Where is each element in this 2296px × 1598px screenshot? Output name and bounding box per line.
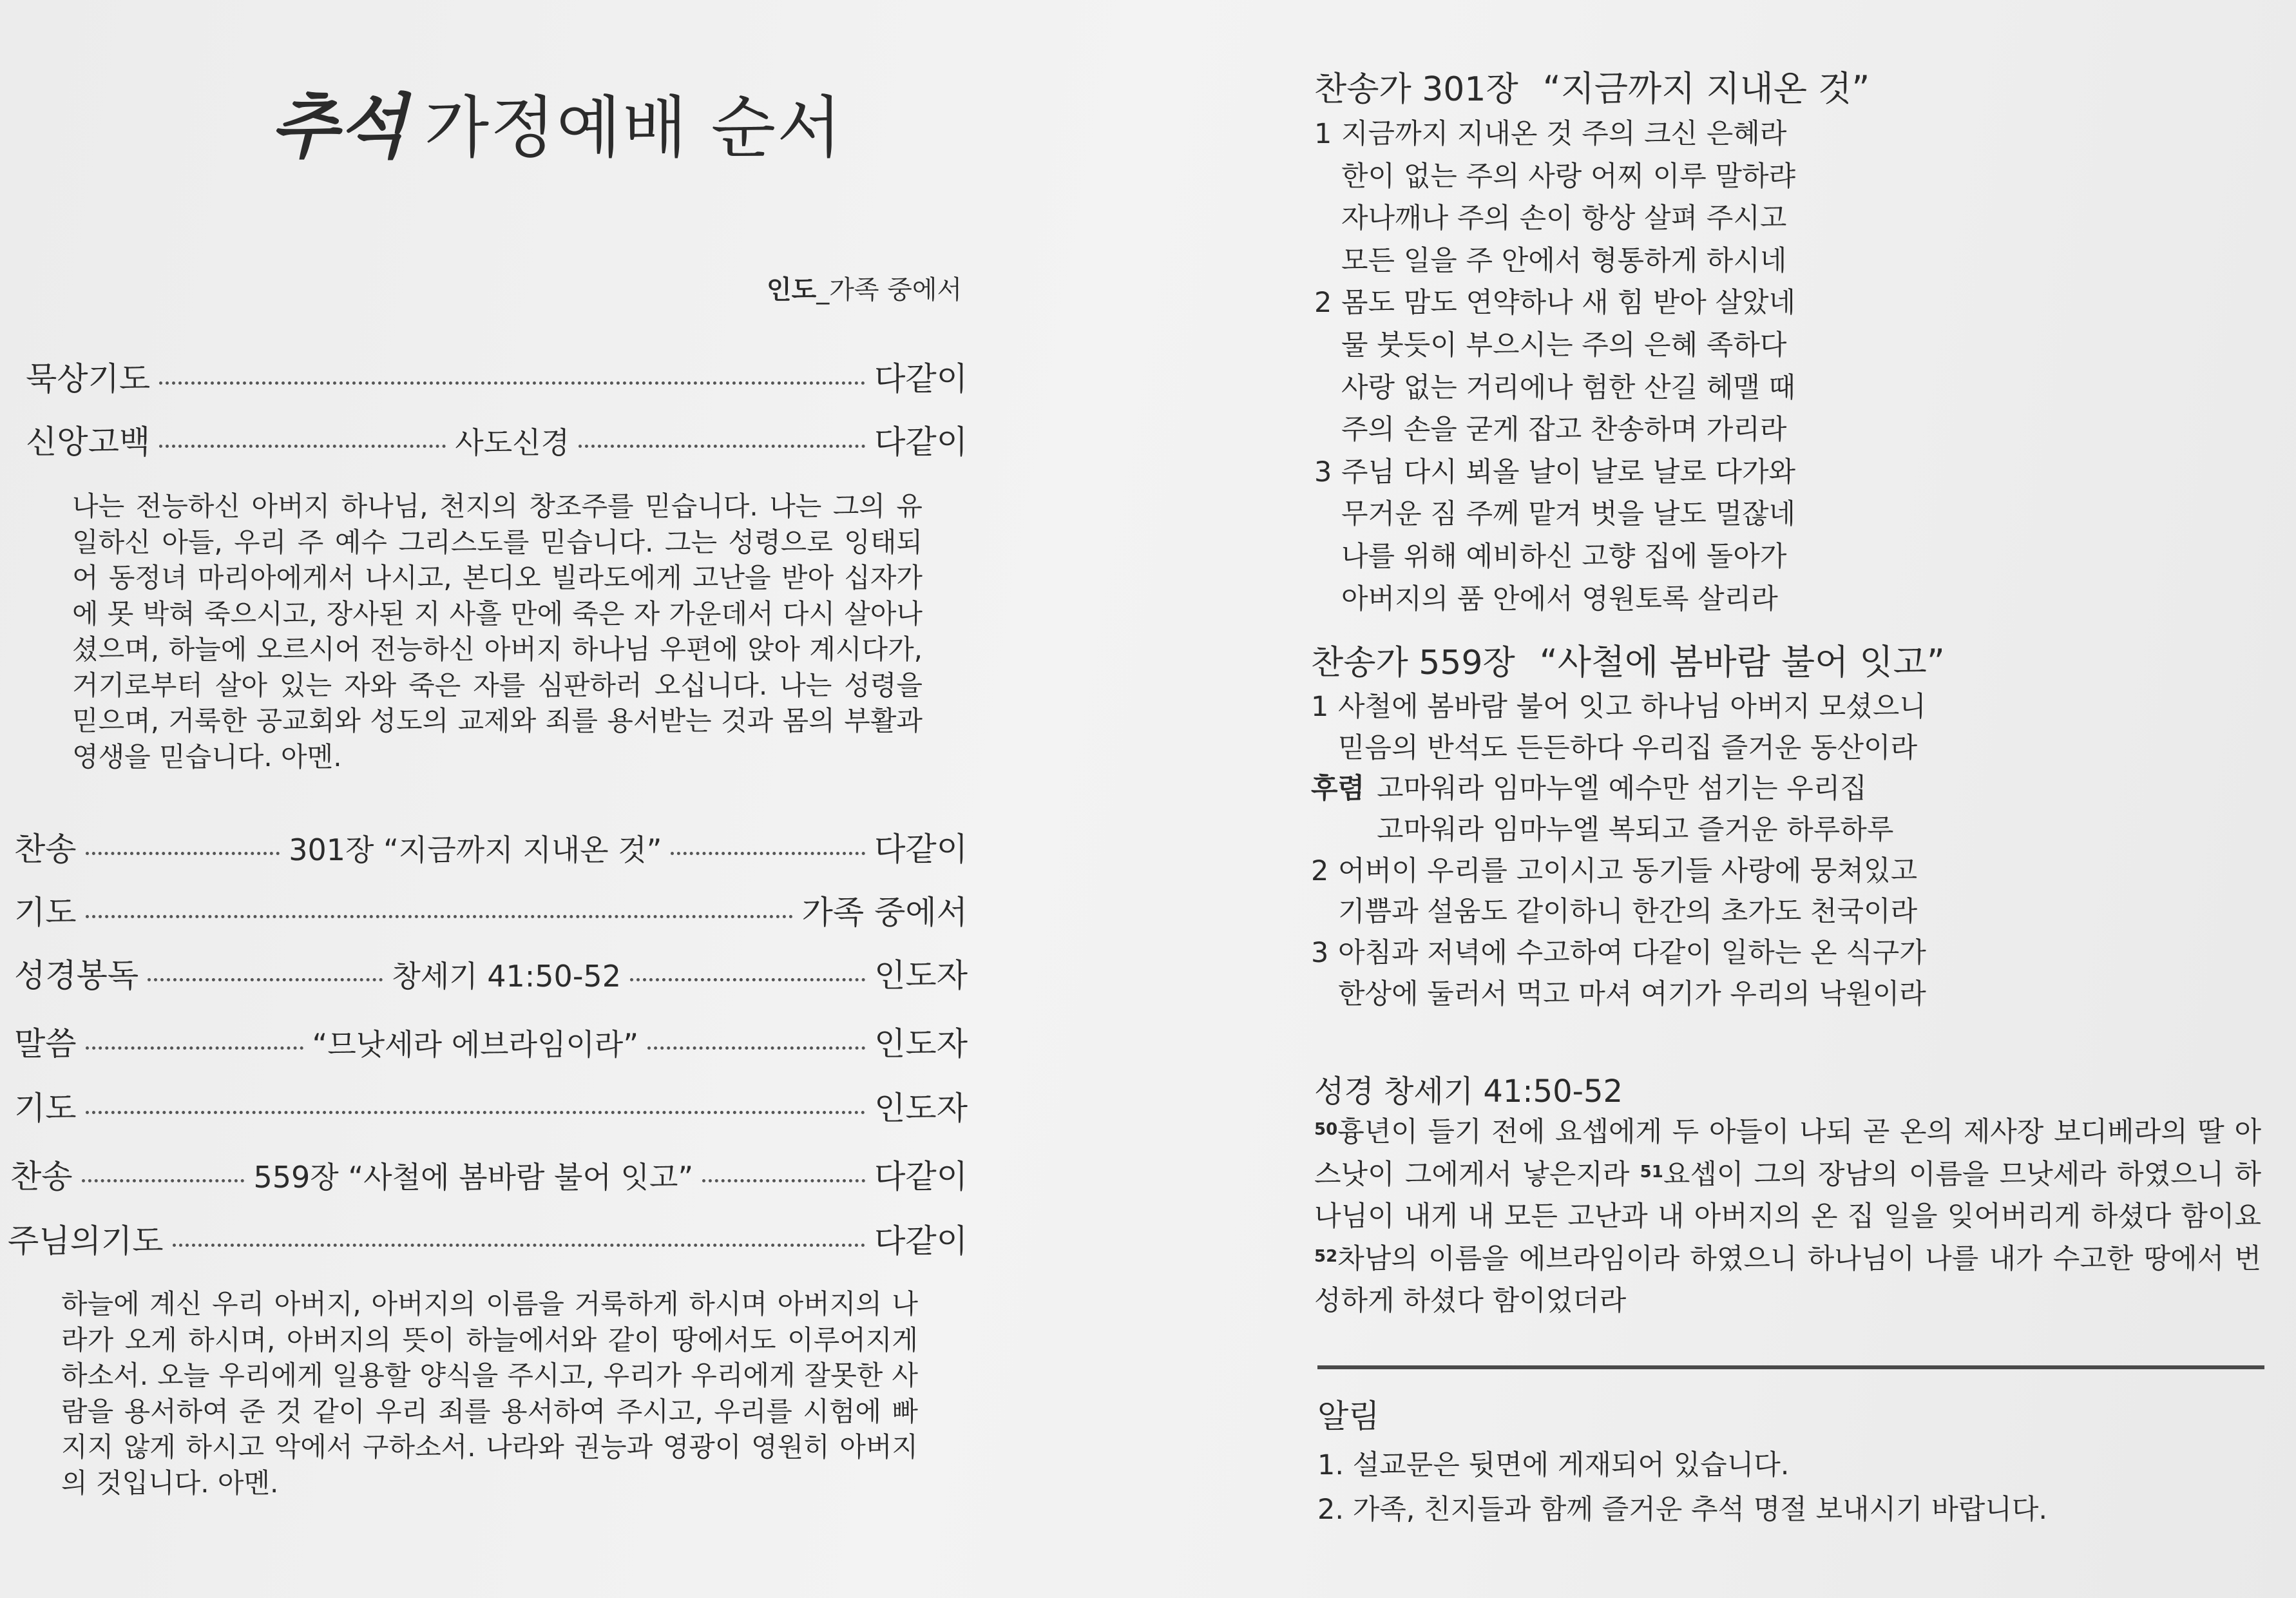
order-performer: 다같이 — [874, 423, 968, 461]
lyric-line: 기쁨과 설움도 같이하니 한간의 초가도 천국이라 — [1338, 896, 1918, 929]
dot-leader — [86, 1111, 865, 1114]
order-label: 성경봉독 — [14, 957, 139, 994]
hymn-559-lyrics — [1311, 687, 1926, 1016]
lyric-line: 주의 손을 굳게 잡고 찬송하며 가리라 — [1341, 414, 1787, 447]
order-detail: 사도신경 — [455, 425, 570, 460]
dot-leader — [82, 1179, 245, 1182]
lords-prayer-text: 하늘에 계신 우리 아버지, 아버지의 이름을 거룩하게 하시며 아버지의 나라가 오게 하시며, 아버지의 뜻이 하늘에서와 같이 땅에서도 이루어지게 하소서. 오늘 우리에게 일용할 양식을 주시고, 우리가 우리에게 잘못한 사람을 용서하여 준 것 같이 우리 죄를 용서하여 주시고, 우리를 시험에 빠지지 않게 하시고 악에서 구하소서. 나라와 권능과 영광이 영원히 아버지의 것입니다. 아멘. — [61, 1288, 918, 1499]
hymn-heading-title: “지금까지 지내온 것” — [1542, 68, 1870, 109]
verse-text: 요셉이 그의 장남의 이름을 므낫세라 하였으니 하나님이 내게 내 모든 고난과 내 아버지의 온 집 일을 잊어버리게 하셨다 함이요 — [1314, 1158, 2261, 1233]
lyric-line: 나를 위해 예비하신 고향 집에 돌아가 — [1341, 540, 1787, 573]
order-performer: 다같이 — [874, 360, 968, 398]
order-row-lords-prayer — [8, 1215, 968, 1262]
order-label: 말씀 — [14, 1025, 77, 1063]
order-row-sermon — [14, 1018, 968, 1064]
verse-number: 1 — [1311, 691, 1329, 723]
order-row-creed — [26, 416, 968, 463]
lyric-line: 모든 일을 주 안에서 형통하게 하시네 — [1341, 244, 1787, 277]
verse-number: 2 — [1311, 854, 1329, 887]
order-label: 신앙고백 — [26, 423, 151, 461]
scripture-heading: 성경 창세기 41:50-52 — [1314, 1073, 1623, 1110]
apostles-creed-text: 나는 전능하신 아버지 하나님, 천지의 창조주를 믿습니다. 나는 그의 유일하신 아들, 우리 주 예수 그리스도를 믿습니다. 그는 성령으로 잉태되어 동정녀 마리아에게서 나시고, 본디오 빌라도에게 고난을 받아 십자가에 못 박혀 죽으시고, 장사된 지 사흘 만에 죽은 자 가운데서 다시 살아나셨으며, 하늘에 오르시어 전능하신 아버지 하나님 우편에 앉아 계시다가, 거기로부터 살아 있는 자와 죽은 자를 심판하러 오십니다. 나는 성령을 믿으며, 거룩한 공교회와 성도의 교제와 죄를 용서받는 것과 몸의 부활과 영생을 믿습니다. 아멘. — [72, 490, 923, 773]
dot-leader — [86, 852, 280, 855]
dot-leader — [579, 445, 865, 448]
dot-leader — [159, 445, 446, 448]
dot-leader — [671, 852, 865, 855]
verse-text: 차남의 이름을 에브라임이라 하였으니 하나님이 나를 내가 수고한 땅에서 번성하게 하셨다 함이었더라 — [1314, 1242, 2261, 1318]
verse-number: 52 — [1314, 1246, 1338, 1266]
order-performer: 다같이 — [874, 1222, 968, 1260]
dot-leader — [702, 1179, 865, 1182]
order-performer: 인도자 — [874, 957, 968, 994]
notices-list — [1317, 1443, 2047, 1532]
leader-line — [767, 269, 962, 306]
lyric-line: 사철에 봄바람 불어 잇고 하나님 아버지 모셨으니 — [1338, 691, 1926, 723]
verse-number: 1 — [1314, 118, 1332, 150]
hymn-559-heading — [1311, 635, 1945, 684]
notice-item: 1. 설교문은 뒷면에 게재되어 있습니다. — [1317, 1449, 1790, 1481]
lyric-line: 자나깨나 주의 손이 항상 살펴 주시고 — [1341, 202, 1787, 235]
lyric-line: 한상에 둘러서 먹고 마셔 여기가 우리의 낙원이라 — [1338, 977, 1926, 1010]
order-label: 묵상기도 — [26, 360, 151, 398]
order-label: 기도 — [14, 894, 77, 931]
order-row-prayer — [14, 887, 968, 933]
order-detail: “므낫세라 에브라임이라” — [312, 1027, 639, 1062]
order-row-prayer-leader — [14, 1083, 968, 1129]
verse-number: 3 — [1314, 456, 1332, 488]
lyric-line: 고마워라 임마누엘 예수만 섬기는 우리집 — [1377, 773, 1867, 805]
scripture-text — [1314, 1112, 2261, 1323]
order-performer: 다같이 — [874, 831, 968, 868]
lyric-line: 아침과 저녁에 수고하여 다같이 일하는 온 식구가 — [1338, 937, 1926, 970]
order-row-hymn-301 — [14, 823, 968, 870]
order-row-scripture-reading — [14, 950, 968, 996]
leader-value: _가족 중에서 — [816, 275, 962, 305]
leader-label: 인도 — [767, 275, 817, 305]
order-row-hymn-559 — [10, 1151, 968, 1197]
title-brush-text: 추석 — [271, 86, 408, 168]
order-label: 찬송 — [10, 1158, 73, 1195]
lyric-line: 몸도 맘도 연약하나 새 힘 받아 살았네 — [1341, 287, 1796, 320]
order-detail: 창세기 41:50-52 — [392, 959, 621, 994]
order-performer: 인도자 — [874, 1025, 968, 1063]
verse-number: 3 — [1311, 937, 1329, 970]
verse-number: 2 — [1314, 287, 1332, 320]
hymn-301-heading — [1314, 61, 1870, 111]
lyric-line: 아버지의 품 안에서 영원토록 살리라 — [1341, 582, 1778, 615]
order-label: 기도 — [14, 1090, 77, 1127]
lyric-line: 무거운 짐 주께 맡겨 벗을 날도 멀잖네 — [1341, 498, 1796, 531]
title-main-text: 가정예배 순서 — [424, 88, 843, 167]
lyric-line: 한이 없는 주의 사랑 어찌 이루 말하랴 — [1341, 160, 1796, 193]
verse-number: 51 — [1640, 1162, 1663, 1182]
lyric-line: 물 붓듯이 부으시는 주의 은혜 족하다 — [1341, 329, 1787, 361]
dot-leader — [173, 1244, 866, 1247]
order-performer: 가족 중에서 — [801, 894, 968, 931]
order-detail: 301장 “지금까지 지내온 것” — [289, 833, 662, 867]
notices-heading: 알림 — [1317, 1398, 1380, 1435]
lyric-line: 믿음의 반석도 든든하다 우리집 즐거운 동산이라 — [1338, 731, 1918, 764]
order-label: 주님의기도 — [8, 1222, 164, 1260]
hymn-301-lyrics — [1314, 113, 1795, 621]
lyric-line: 어버이 우리를 고이시고 동기들 사랑에 뭉쳐있고 — [1338, 854, 1918, 887]
notice-item: 2. 가족, 친지들과 함께 즐거운 추석 명절 보내시기 바랍니다. — [1317, 1494, 2048, 1526]
dot-leader — [86, 1046, 303, 1050]
verse-number: 50 — [1314, 1120, 1338, 1139]
section-divider — [1317, 1365, 2264, 1369]
hymn-heading-title: “사철에 봄바람 불어 잇고” — [1539, 642, 1945, 682]
page-title — [271, 71, 843, 171]
dot-leader — [148, 978, 383, 981]
hymn-heading-label: 찬송가 301장 — [1314, 70, 1518, 109]
dot-leader — [159, 381, 865, 385]
dot-leader — [86, 915, 793, 918]
order-detail: 559장 “사철에 봄바람 불어 잇고” — [253, 1160, 694, 1195]
lyric-line: 지금까지 지내온 것 주의 크신 은혜라 — [1341, 118, 1787, 150]
order-performer: 인도자 — [874, 1090, 968, 1127]
lyric-line: 고마워라 임마누엘 복되고 즐거운 하루하루 — [1377, 814, 1894, 847]
order-performer: 다같이 — [874, 1158, 968, 1195]
chorus-label: 후렴 — [1311, 773, 1365, 805]
order-label: 찬송 — [14, 831, 77, 868]
hymn-heading-label: 찬송가 559장 — [1311, 644, 1515, 682]
verse-text: 흉년이 들기 전에 요셉에게 두 아들이 나되 곧 온의 제사장 보디베라의 딸 아스낫이 그에게서 낳은지라 — [1314, 1116, 2261, 1191]
order-row-silent-prayer — [26, 353, 968, 400]
dot-leader — [647, 1046, 865, 1050]
lyric-line: 사랑 없는 거리에나 험한 산길 헤맬 때 — [1341, 371, 1796, 404]
lyric-line: 주님 다시 뵈올 날이 날로 날로 다가와 — [1341, 456, 1796, 488]
dot-leader — [630, 978, 865, 981]
